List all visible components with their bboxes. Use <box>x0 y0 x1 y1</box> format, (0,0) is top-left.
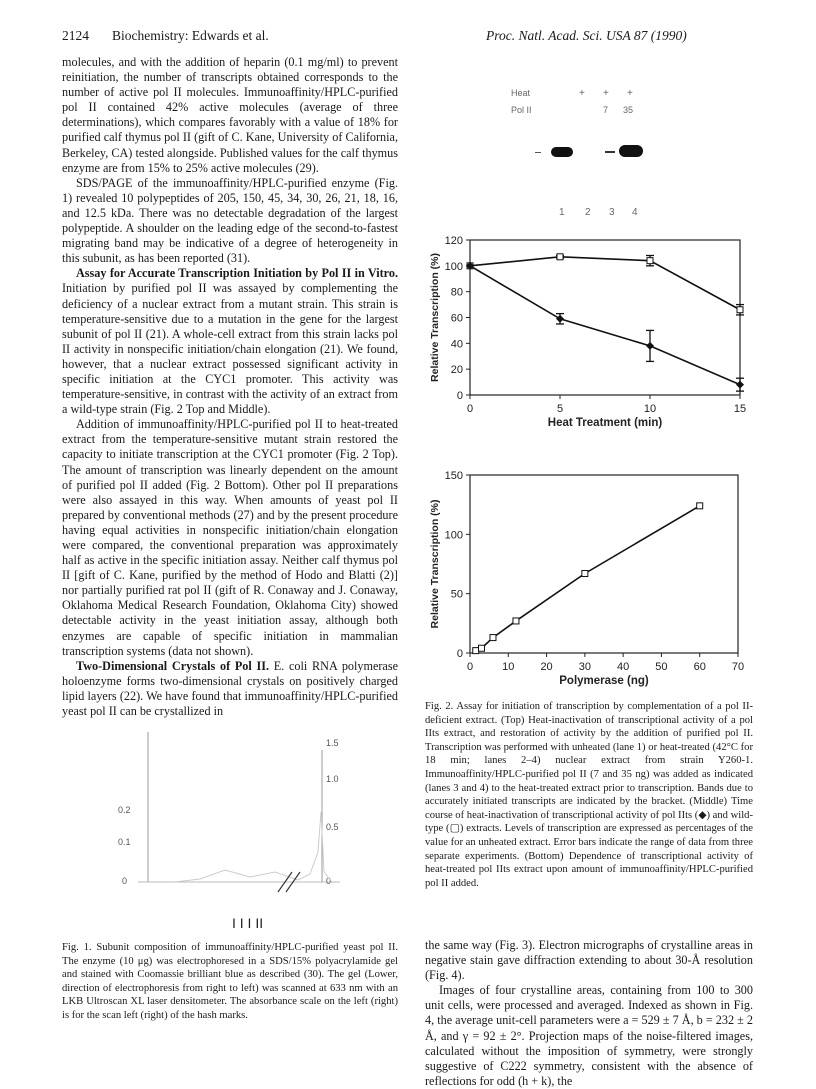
heat-row-label: Heat <box>511 88 531 98</box>
x-axis-label: Polymerase (ng) <box>559 675 649 687</box>
x-tick-label: 30 <box>578 661 591 673</box>
x-tick-label: 0 <box>466 661 474 673</box>
right-tick: 0 <box>326 876 332 886</box>
paragraph: Images of four crystalline areas, containing from 100 to 300 unit cells, were processed and averaged. Indexed as shown in Fig. 4, the average unit-cell parameters were a = 529 ± 7 Å, b = 232 ± 2 Å, and γ = 92 ± 2°. Projection maps of the noise-filtered images, calculated without the imposition of symmetry, were strongly suggestive of C222 symmetry, consistent with the absence of reflections for odd (h + k), the <box>425 983 753 1088</box>
data-point-diamond <box>646 342 654 350</box>
plot-frame <box>470 475 738 653</box>
left-tick: 0 <box>122 876 128 886</box>
figure-1-caption: Fig. 1. Subunit composition of immunoaffinity/HPLC-purified yeast pol II. The enzyme (10 μg) was electrophoresed in a SDS/15% polyacrylamide gel and stained with Coomassie brilliant blue as described (30). The gel (Lower, direction of electrophoresis from right to left) was scanned at 633 nm with an LKB Ultroscan XL laser densitometer. The absorbance scale on the left (right) is for the scan left (right) of the hash marks. <box>62 942 398 1021</box>
running-head-left: Biochemistry: Edwards et al. <box>112 28 269 43</box>
y-tick-label: 150 <box>444 470 463 482</box>
lane-label: 2 <box>585 207 591 218</box>
y-axis-label: Relative Transcription (%) <box>429 253 441 382</box>
data-point-square <box>557 254 563 260</box>
paragraph: SDS/PAGE of the immunoaffinity/HPLC-purified enzyme (Fig. 1) revealed 10 polypeptides of 205, 150, 45, 34, 30, 26, 21, 18, 16, and 12.5 kDa. There was no detectable degradation of the largest polypeptide. A shoulder on the leading edge of the second-to-fastest migrating band may be indicative of a degree of heterogeneity in this subunit, as has been reported (31). <box>62 175 398 266</box>
series-line <box>470 257 740 310</box>
section-heading: Assay for Accurate Transcription Initiation by Pol II in Vitro. <box>76 266 398 281</box>
x-tick-label: 0 <box>466 403 474 415</box>
polii-amount: 7 <box>603 105 609 115</box>
x-tick-label: 10 <box>643 403 657 415</box>
y-tick-label: 0 <box>456 390 463 402</box>
left-tick: 0.2 <box>118 805 131 815</box>
x-tick-label: 40 <box>617 661 630 673</box>
lane-label: 4 <box>632 207 638 218</box>
gel-band <box>551 147 573 157</box>
data-point-square <box>473 648 479 654</box>
data-point-diamond <box>736 381 744 389</box>
y-tick-label: 80 <box>450 286 463 299</box>
chart-heat-treatment <box>420 225 750 465</box>
figure-2-caption: Fig. 2. Assay for initiation of transcription by complementation of a pol II-deficient extract. (Top) Heat-inactivation of transcriptional activity of a pol IIts extract, and restoration of activity by the addition of purified pol II. Transcription was performed with unheated (lane 1) or heat-treated (42°C for 18 min; lanes 2–4) nuclear extract from strain Y260-1. Immunoaffinity/HPLC-purified pol II (7 and 35 ng) was added as indicated (lanes 3 and 4) to the heat-treated extract prior to transcription. Bands due to accurately initiated transcripts are indicated by the bracket. (Middle) Time course of heat-inactivation of transcriptional activity of pol IIts (◆) and wild-type (▢) extracts. Levels of transcription are expressed as percentages of the value for an unheated extract. Error bars indicate the range of data from three separate experiments. (Bottom) Dependence of transcriptional activity of heat-treated pol IIts extract upon amount of immunoaffinity/HPLC-purified pol II added. <box>425 701 753 889</box>
polii-amount: 35 <box>623 105 634 115</box>
right-tick: 1.0 <box>326 774 339 784</box>
series-line <box>476 506 700 651</box>
heat-plus: + <box>627 88 633 99</box>
x-tick-label: 70 <box>731 661 745 673</box>
figure-1-scan <box>100 732 370 942</box>
x-tick-label: 20 <box>540 661 553 673</box>
paragraph: molecules, and with the addition of heparin (0.1 mg/ml) to prevent reinitiation, the number of transcripts obtained corresponds to the number of active pol II molecules. Immunoaffinity/HPLC-purified pol II contained 42% active molecules (average of three determinations), which compares favorably with a value of 18% for purified calf thymus pol II (gift of C. Kane, University of California, Berkeley, CA) tested alongside. Published values for the calf thymus enzyme are from 15% to 25% active molecules (29). <box>62 55 398 175</box>
y-tick-label: 100 <box>444 260 463 273</box>
hash-marks-label: I I I II <box>232 915 264 931</box>
lane-label: 1 <box>559 207 565 218</box>
right-column <box>425 938 753 1089</box>
left-tick: 0.1 <box>118 837 131 847</box>
y-tick-label: 20 <box>450 364 463 377</box>
gel-band <box>605 151 615 153</box>
data-point-square <box>647 258 653 264</box>
figure-2-gel <box>505 85 665 225</box>
running-head-right: Proc. Natl. Acad. Sci. USA 87 (1990) <box>486 28 687 43</box>
page-number: 2124 <box>62 28 89 43</box>
lane-label: 3 <box>609 207 615 218</box>
y-tick-label: 100 <box>444 529 463 542</box>
polii-row-label: Pol II <box>511 105 532 115</box>
paragraph: Initiation by purified pol II was assayed by complementing the deficiency of a nuclear extract from a mutant strain. This strain is temperature-sensitive due to a mutation in the gene for the largest subunit of pol II (21). A whole-cell extract from this strain lacks pol II activity in nonspecific initiation/chain elongation (21). We found, however, that a nuclear extract possessed significant activity in specific initiation at the CYC1 promoter. This activity was temperature-sensitive, in contrast with the activity of an extract from a wild-type strain (Fig. 2 Top and Middle). <box>62 281 398 417</box>
x-tick-label: 15 <box>733 403 747 415</box>
paragraph: the same way (Fig. 3). Electron micrographs of crystalline areas in negative stain gave diffraction extending to about 30-Å resolution (Fig. 4). <box>425 938 753 983</box>
y-tick-label: 60 <box>450 312 463 325</box>
data-point-square <box>490 635 496 641</box>
x-tick-label: 50 <box>655 661 668 673</box>
x-tick-label: 5 <box>556 403 564 415</box>
x-tick-label: 10 <box>502 661 515 673</box>
heat-plus: + <box>579 88 585 99</box>
section-heading: Two-Dimensional Crystals of Pol II. <box>76 658 270 673</box>
y-tick-label: 0 <box>456 648 463 660</box>
data-point-square <box>478 645 484 651</box>
series-line <box>470 266 740 385</box>
bracket-mark <box>535 152 541 153</box>
data-point-diamond <box>556 315 564 323</box>
gel-band <box>619 145 643 157</box>
y-tick-label: 50 <box>450 588 463 601</box>
y-tick-label: 40 <box>450 338 463 351</box>
plot-frame <box>470 240 740 395</box>
data-point-square <box>513 618 519 624</box>
x-axis-label: Heat Treatment (min) <box>547 417 663 429</box>
data-point-square <box>737 307 743 313</box>
left-column <box>62 55 398 719</box>
paragraph: Addition of immunoaffinity/HPLC-purified pol II to heat-treated extract from the temperature-sensitive mutant strain restored the capacity to initiate transcription at the CYC1 promoter (Fig. 2 Top). The amount of transcription was linearly dependent on the amount of purified pol II added (Fig. 2 Bottom). Other pol II preparations were also assayed in this way. When amounts of yeast pol II prepared by conventional methods (27) and by the present procedure having equal activities in nonspecific initiation/chain elongation were compared, the conventional preparation was approximately half as active in the specific initiation assay. Neither calf thymus pol II [gift of C. Kane, purified by the method of Hodo and Blatti (2)] nor partially purified rat pol II (gift of R. Conaway and J. Conaway, Oklahoma Medical Research Foundation, Oklahoma City) showed detectable activity in the yeast initiation assay, although both enzymes are capable of specific initiation in mammalian transcription systems (data not shown). <box>62 417 398 658</box>
y-axis-label: Relative Transcription (%) <box>429 499 441 629</box>
right-tick: 0.5 <box>326 822 339 832</box>
data-point-square <box>697 503 703 509</box>
heat-plus: + <box>603 88 609 99</box>
chart-polymerase <box>420 460 760 700</box>
y-tick-label: 120 <box>444 235 463 247</box>
data-point-square <box>582 570 588 576</box>
x-tick-label: 60 <box>693 661 706 673</box>
right-tick: 1.5 <box>326 738 339 748</box>
paragraph: E. coli RNA polymerase holoenzyme forms two-dimensional crystals on positively charged lipid layers (22). We have found that immunoaffinity/HPLC-purified yeast pol II can be crystallized in <box>62 658 398 719</box>
